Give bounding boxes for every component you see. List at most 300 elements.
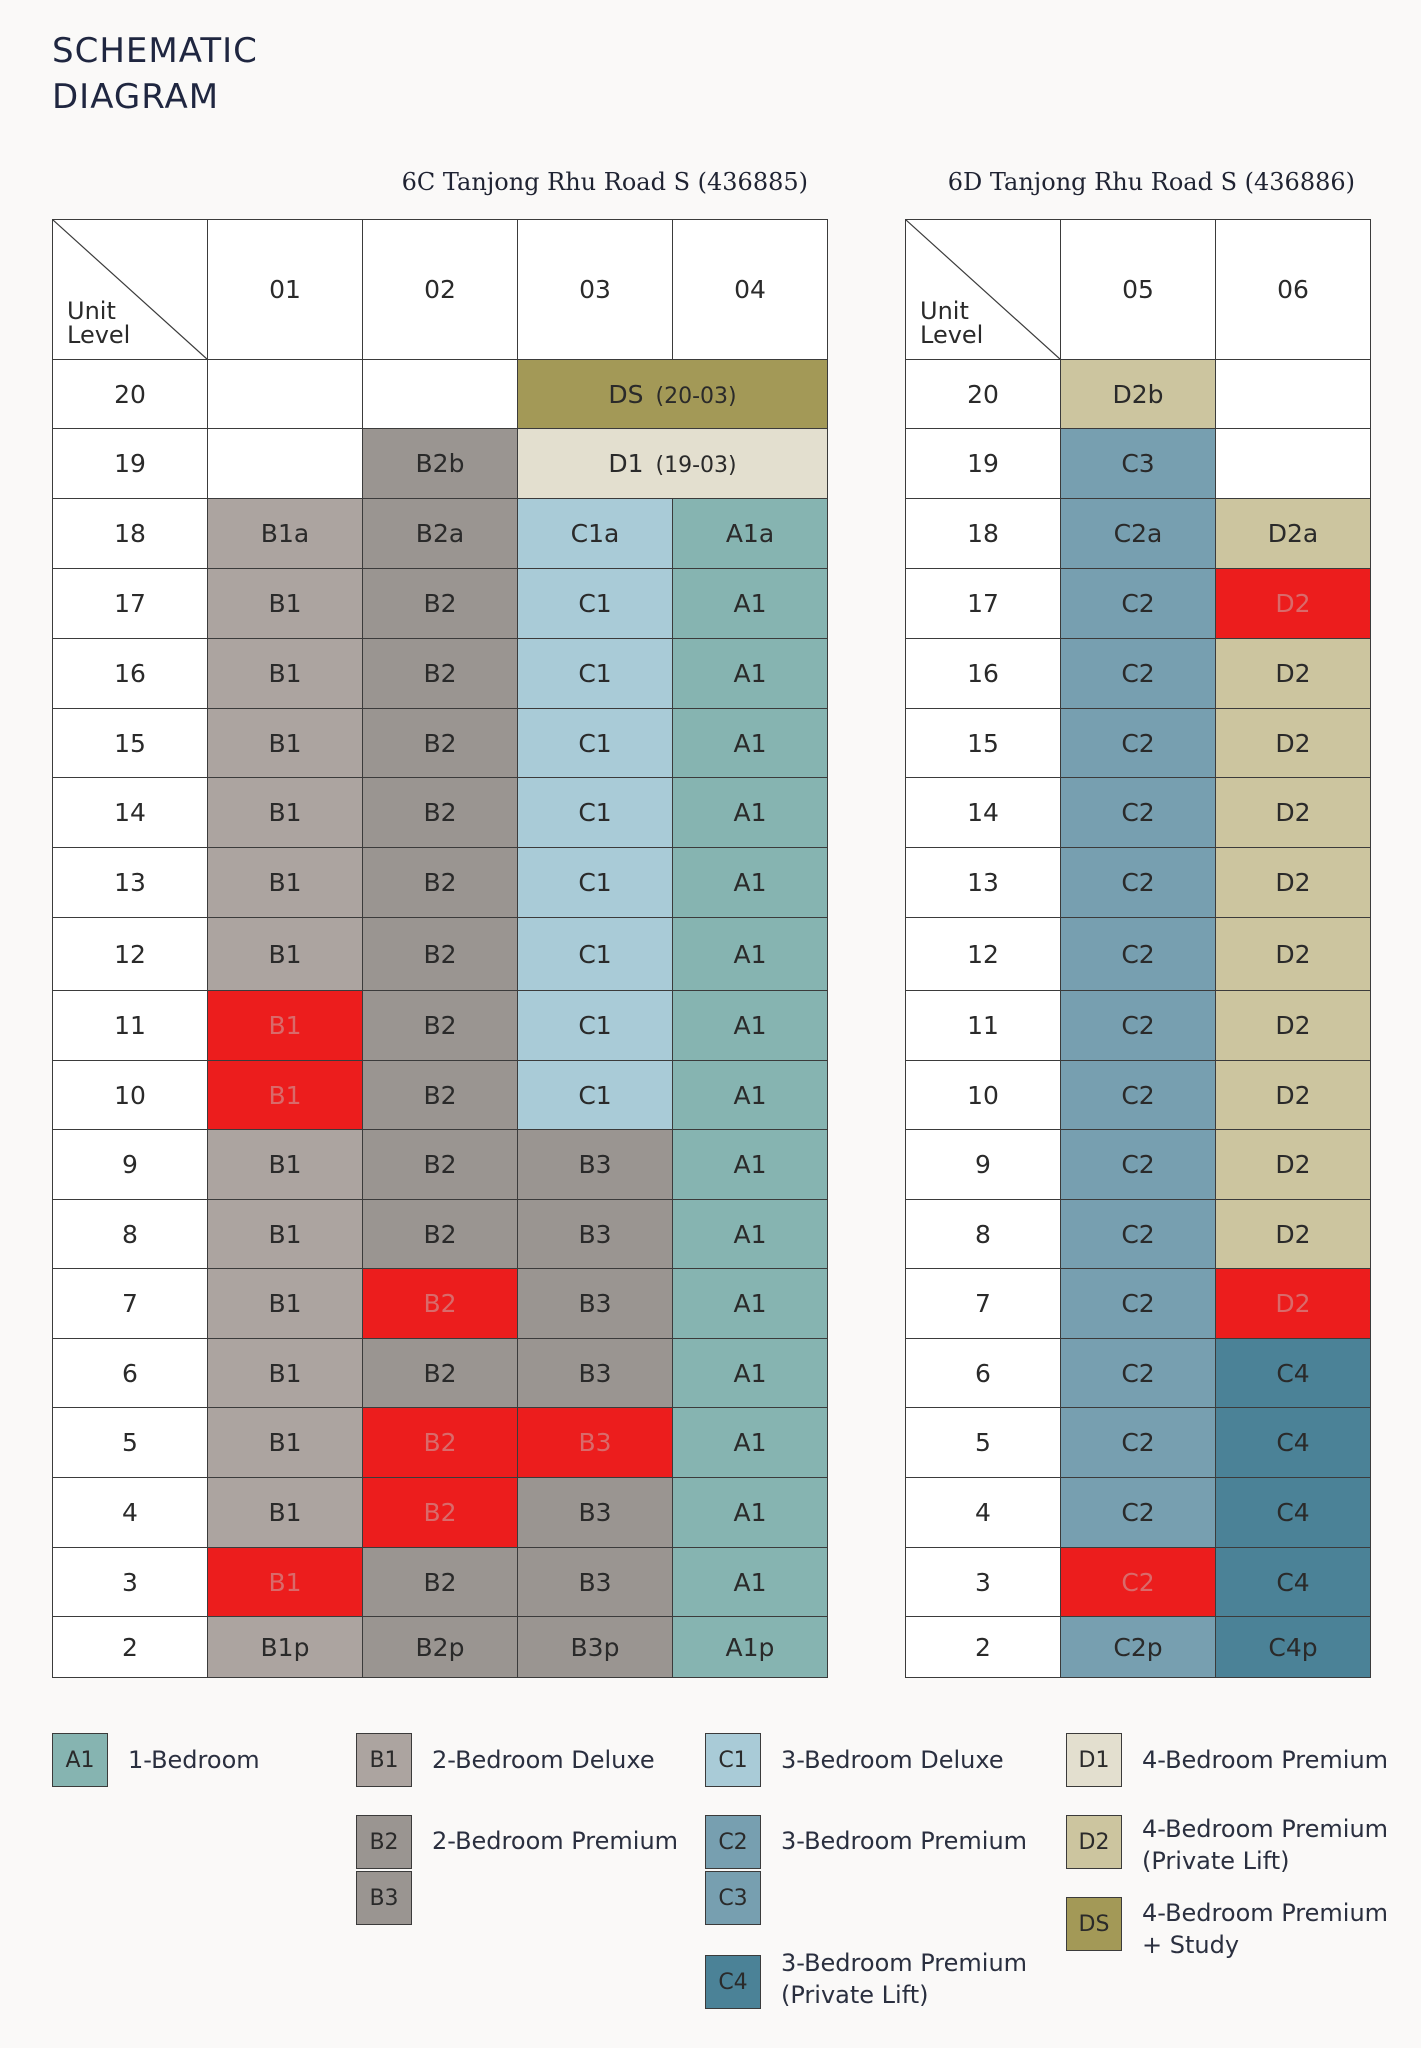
unit-level-corner [53, 220, 208, 360]
unit-cell [673, 991, 828, 1061]
legend-label: 3-Bedroom Deluxe [781, 1746, 1004, 1774]
unit-cell [1061, 918, 1216, 991]
legend-swatch: A1 [52, 1733, 108, 1787]
unit-type-code: B2 [423, 868, 457, 897]
unit-cell [1216, 918, 1371, 991]
legend-label: 3-Bedroom Premium [781, 1827, 1028, 1855]
level-number: 4 [53, 1478, 208, 1548]
unit-cell [518, 778, 673, 848]
level-number: 18 [53, 499, 208, 569]
unit-cell [363, 848, 518, 918]
unit-type-code: C4 [1276, 1428, 1310, 1457]
unit-cell [518, 1548, 673, 1617]
unit-cell [208, 1478, 363, 1548]
unit-cell [673, 499, 828, 569]
unit-type-code: D2 [1275, 1219, 1311, 1249]
unit-cell [1216, 1548, 1371, 1617]
unit-type-code: D2 [1275, 1011, 1311, 1040]
unit-cell [1216, 1478, 1371, 1548]
unit-type-code: A1 [733, 728, 767, 758]
legend-swatch: B1 [356, 1733, 412, 1787]
unit-type-code: A1p [725, 1632, 775, 1662]
unit-cell [1216, 1617, 1371, 1678]
unit-cell [1216, 709, 1371, 778]
level-number: 14 [53, 778, 208, 848]
unit-cell [518, 1061, 673, 1130]
level-row [53, 778, 828, 848]
level-row [53, 1269, 828, 1339]
unit-cell [518, 569, 673, 639]
unit-cell-sold [1216, 1269, 1371, 1339]
level-row [53, 499, 828, 569]
unit-type-code: C1 [578, 939, 612, 969]
unit-cell [518, 709, 673, 778]
level-row [53, 1408, 828, 1478]
unit-type-code: B1 [268, 1150, 302, 1179]
level-row [53, 360, 828, 429]
unit-cell [208, 709, 363, 778]
level-number: 9 [53, 1130, 208, 1200]
unit-type-code: A1 [733, 868, 767, 897]
unit-type-code: A1 [733, 1498, 767, 1527]
unit-type-code: B2 [423, 939, 457, 969]
unit-type-code: B3p [570, 1632, 620, 1662]
unit-type-code: D2 [1275, 659, 1311, 688]
level-row [906, 499, 1371, 569]
unit-cell [1061, 639, 1216, 709]
unit-cell [518, 991, 673, 1061]
level-row [906, 1269, 1371, 1339]
level-number: 10 [906, 1061, 1061, 1130]
level-number: 20 [906, 360, 1061, 429]
unit-type-code: B1 [268, 589, 302, 618]
level-row [53, 1339, 828, 1408]
unit-type-code: C4 [1276, 1358, 1310, 1388]
legend-swatch: DS [1066, 1897, 1122, 1951]
unit-cell [518, 1200, 673, 1269]
legend-label: + Study [1142, 1931, 1240, 1959]
unit-cell [673, 1617, 828, 1678]
level-number: 8 [53, 1200, 208, 1269]
unit-type-code: B1 [268, 1289, 302, 1318]
legend-swatch: C2 [705, 1815, 761, 1869]
empty-cell [208, 360, 363, 429]
level-number: 18 [906, 499, 1061, 569]
unit-type-code: C4 [1276, 1498, 1310, 1527]
level-number: 17 [906, 569, 1061, 639]
level-number: 3 [906, 1548, 1061, 1617]
unit-type-code: B2p [415, 1632, 465, 1662]
unit-cell [1061, 778, 1216, 848]
empty-cell [1216, 360, 1371, 429]
unit-type-code: B1 [268, 1219, 302, 1249]
title-line-1: SCHEMATIC [52, 31, 258, 71]
level-number: 5 [53, 1408, 208, 1478]
unit-type-code: D2 [1275, 589, 1311, 618]
unit-cell [1216, 1339, 1371, 1408]
unit-type-code: C1 [578, 1080, 612, 1110]
unit-type-code: B1 [268, 1358, 302, 1388]
level-number: 15 [53, 709, 208, 778]
unit-cell [1061, 709, 1216, 778]
level-number: 7 [53, 1269, 208, 1339]
unit-type-code: D1 [608, 449, 644, 478]
level-number: 19 [53, 429, 208, 499]
unit-type-code: C2 [1121, 1219, 1155, 1249]
unit-cell [208, 848, 363, 918]
level-row [906, 991, 1371, 1061]
unit-type-code: C4 [1276, 1567, 1310, 1597]
unit-type-code: D2 [1275, 1289, 1311, 1318]
unit-stack-number: (20-03) [655, 383, 737, 409]
unit-cell [1061, 1339, 1216, 1408]
level-row [906, 429, 1371, 499]
empty-cell [1216, 429, 1371, 499]
unit-cell [1061, 1200, 1216, 1269]
unit-cell [363, 1061, 518, 1130]
legend-swatch: C3 [705, 1871, 761, 1925]
unit-number-header: 01 [208, 220, 363, 360]
unit-cell [1216, 778, 1371, 848]
unit-type-code: A1 [733, 1428, 767, 1457]
unit-cell [208, 1269, 363, 1339]
unit-cell [1216, 499, 1371, 569]
unit-type-code: B2 [423, 589, 457, 618]
unit-type-code: B3 [578, 1219, 612, 1249]
unit-type-code: A1 [733, 1567, 767, 1597]
unit-type-code: B2 [423, 1080, 457, 1110]
level-row [906, 639, 1371, 709]
unit-type-code: C2p [1113, 1632, 1163, 1662]
unit-type-code: C2 [1121, 659, 1155, 688]
unit-type-code: B2 [423, 1498, 457, 1527]
legend-label: (Private Lift) [781, 1981, 929, 2009]
unit-type-code: C2 [1121, 1080, 1155, 1110]
level-number: 14 [906, 778, 1061, 848]
level-number: 13 [53, 848, 208, 918]
unit-type-code: D2 [1275, 939, 1311, 969]
unit-cell [363, 1200, 518, 1269]
level-number: 17 [53, 569, 208, 639]
unit-cell [673, 569, 828, 639]
unit-type-code: A1 [733, 1358, 767, 1388]
level-number: 15 [906, 709, 1061, 778]
unit-type-code: C2 [1121, 1011, 1155, 1040]
unit-cell [673, 709, 828, 778]
legend-label: 2-Bedroom Deluxe [432, 1746, 655, 1774]
unit-cell [1061, 848, 1216, 918]
level-number: 9 [906, 1130, 1061, 1200]
building-6d-label: 6D Tanjong Rhu Road S (436886) [947, 168, 1355, 196]
unit-cell [673, 1130, 828, 1200]
level-row [53, 639, 828, 709]
unit-number-header: 05 [1061, 220, 1216, 360]
unit-type-code: A1a [725, 519, 775, 548]
legend-label: 3-Bedroom Premium [781, 1949, 1028, 1977]
level-number: 10 [53, 1061, 208, 1130]
unit-cell [518, 429, 828, 499]
unit-type-code: B1 [268, 939, 302, 969]
unit-cell-sold [363, 1269, 518, 1339]
unit-cell [518, 639, 673, 709]
level-row [906, 778, 1371, 848]
unit-type-code: A1 [733, 798, 767, 827]
building-6c-schedule-table [52, 219, 828, 1678]
unit-cell-sold [208, 1061, 363, 1130]
unit-type-code: D2 [1275, 868, 1311, 897]
unit-cell [1216, 1061, 1371, 1130]
unit-number-header: 02 [363, 220, 518, 360]
unit-cell [1061, 1408, 1216, 1478]
level-number: 5 [906, 1408, 1061, 1478]
unit-type-code: C1 [578, 728, 612, 758]
level-number: 2 [53, 1617, 208, 1678]
level-number: 19 [906, 429, 1061, 499]
unit-cell [518, 1130, 673, 1200]
unit-cell [1061, 1061, 1216, 1130]
unit-type-code: C1 [578, 868, 612, 897]
unit-cell [1216, 1130, 1371, 1200]
level-row [53, 1200, 828, 1269]
unit-type-code: B2 [423, 1219, 457, 1249]
level-number: 12 [906, 918, 1061, 991]
unit-type-code: B2 [423, 659, 457, 688]
unit-cell [673, 1200, 828, 1269]
level-row [906, 1617, 1371, 1678]
unit-type-code: D2a [1267, 519, 1319, 548]
unit-cell [1216, 1408, 1371, 1478]
unit-type-code: C2 [1121, 728, 1155, 758]
unit-level-corner [906, 220, 1061, 360]
unit-type-code: C4p [1268, 1632, 1318, 1662]
level-number: 11 [906, 991, 1061, 1061]
unit-cell-sold [208, 991, 363, 1061]
legend-label: 4-Bedroom Premium [1142, 1899, 1389, 1927]
unit-type-code: C2 [1121, 1567, 1155, 1597]
level-number: 16 [906, 639, 1061, 709]
unit-cell-sold [1061, 1548, 1216, 1617]
level-number: 2 [906, 1617, 1061, 1678]
unit-header-row [53, 220, 828, 360]
unit-type-code: A1 [733, 939, 767, 969]
legend-label: 2-Bedroom Premium [432, 1827, 679, 1855]
level-row [906, 1478, 1371, 1548]
legend-label: 1-Bedroom [128, 1746, 260, 1774]
unit-cell [208, 499, 363, 569]
unit-cell [1216, 639, 1371, 709]
level-row [53, 1130, 828, 1200]
level-row [53, 1478, 828, 1548]
title-line-2: DIAGRAM [52, 77, 220, 117]
level-row [906, 1339, 1371, 1408]
unit-cell [1061, 991, 1216, 1061]
unit-cell [1061, 1478, 1216, 1548]
level-number: 8 [906, 1200, 1061, 1269]
unit-number-header: 03 [518, 220, 673, 360]
corner-unit-label: Unit [920, 297, 969, 325]
level-row [906, 848, 1371, 918]
level-row [53, 709, 828, 778]
unit-type-code: C1 [578, 1011, 612, 1040]
unit-type-code: B1 [268, 1428, 302, 1457]
legend-swatch: C1 [705, 1733, 761, 1787]
unit-type-code: B3 [578, 1150, 612, 1179]
unit-cell [518, 360, 828, 429]
unit-cell [363, 499, 518, 569]
level-row [906, 569, 1371, 639]
unit-number-header: 06 [1216, 220, 1371, 360]
unit-cell [1061, 1617, 1216, 1678]
unit-cell [1216, 1200, 1371, 1269]
level-row [906, 918, 1371, 991]
unit-type-code: B1 [268, 868, 302, 897]
unit-cell [363, 1548, 518, 1617]
corner-label [920, 299, 983, 347]
level-number: 13 [906, 848, 1061, 918]
unit-type-code: B3 [578, 1289, 612, 1318]
unit-type-code: A1 [733, 1150, 767, 1179]
unit-type-code: B2 [423, 1011, 457, 1040]
unit-cell [673, 1408, 828, 1478]
unit-cell [673, 848, 828, 918]
unit-type-code: B1 [268, 659, 302, 688]
unit-type-code: C2 [1121, 1289, 1155, 1318]
unit-cell [363, 1339, 518, 1408]
unit-cell [208, 569, 363, 639]
unit-cell [673, 1269, 828, 1339]
unit-type-code: C2a [1113, 519, 1163, 548]
unit-type-code: A1 [733, 1080, 767, 1110]
unit-type-code: B1 [268, 1011, 302, 1040]
unit-type-code: B1 [268, 728, 302, 758]
unit-type-code: B3 [578, 1498, 612, 1527]
unit-type-code: D2 [1275, 798, 1311, 827]
unit-cell [518, 848, 673, 918]
corner-level-label: Level [920, 321, 984, 349]
unit-type-code: B3 [578, 1358, 612, 1388]
level-row [906, 1130, 1371, 1200]
unit-cell [363, 991, 518, 1061]
corner-label [67, 299, 130, 347]
unit-type-code: C1 [578, 798, 612, 827]
unit-type-code: C2 [1121, 1498, 1155, 1527]
unit-type-code: B1 [268, 1567, 302, 1597]
unit-cell [1061, 499, 1216, 569]
unit-type-code: D2b [1112, 379, 1164, 409]
level-row [906, 709, 1371, 778]
unit-type-code: B2a [415, 519, 465, 548]
level-number: 6 [53, 1339, 208, 1408]
legend-swatch: B2 [356, 1815, 412, 1869]
unit-cell [363, 918, 518, 991]
unit-cell [208, 918, 363, 991]
unit-type-code: B3 [578, 1428, 612, 1457]
legend-swatch: D2 [1066, 1815, 1122, 1869]
level-row [906, 1200, 1371, 1269]
level-number: 11 [53, 991, 208, 1061]
unit-cell [518, 499, 673, 569]
page-title [52, 28, 258, 120]
unit-type-code: B2 [423, 1567, 457, 1597]
unit-cell [208, 1617, 363, 1678]
unit-cell [1061, 429, 1216, 499]
unit-type-code: DS [608, 379, 644, 409]
empty-cell [363, 360, 518, 429]
unit-cell [208, 1408, 363, 1478]
unit-type-code: B3 [578, 1567, 612, 1597]
unit-cell [518, 1269, 673, 1339]
unit-type-code: D2 [1275, 1080, 1311, 1110]
level-row [53, 991, 828, 1061]
legend-label: 4-Bedroom Premium [1142, 1746, 1389, 1774]
unit-type-code: C3 [1121, 449, 1155, 478]
unit-cell [208, 639, 363, 709]
unit-cell [363, 569, 518, 639]
legend-swatch: B3 [356, 1871, 412, 1925]
unit-cell-sold [363, 1408, 518, 1478]
legend-label: 4-Bedroom Premium [1142, 1815, 1389, 1843]
unit-type-code: C2 [1121, 1428, 1155, 1457]
unit-stack-number: (19-03) [655, 453, 737, 478]
legend-swatch: C4 [705, 1955, 761, 2009]
unit-cell [673, 1339, 828, 1408]
level-row [906, 1061, 1371, 1130]
unit-type-code: D2 [1275, 1150, 1311, 1179]
unit-type-code: B2 [423, 1150, 457, 1179]
unit-cell [1061, 1269, 1216, 1339]
unit-cell [1061, 569, 1216, 639]
unit-cell [673, 1061, 828, 1130]
unit-cell [208, 1339, 363, 1408]
unit-cell [363, 778, 518, 848]
unit-cell [673, 778, 828, 848]
unit-type-code: A1 [733, 1289, 767, 1318]
unit-cell [518, 1478, 673, 1548]
level-row [53, 1061, 828, 1130]
unit-type-code: D2 [1275, 728, 1311, 758]
corner-level-label: Level [67, 321, 131, 349]
unit-cell [363, 1617, 518, 1678]
unit-type-code: C1 [578, 659, 612, 688]
level-row [906, 1548, 1371, 1617]
unit-type-code: B2 [423, 728, 457, 758]
unit-cell [208, 1130, 363, 1200]
unit-cell [518, 1339, 673, 1408]
level-number: 12 [53, 918, 208, 991]
unit-type-code: B2 [423, 1358, 457, 1388]
unit-cell-sold [363, 1478, 518, 1548]
unit-type-code: B1p [260, 1632, 310, 1662]
level-row [53, 848, 828, 918]
level-number: 16 [53, 639, 208, 709]
unit-cell [363, 639, 518, 709]
unit-type-code: A1 [733, 1011, 767, 1040]
unit-cell [1216, 991, 1371, 1061]
unit-type-code: B2 [423, 1428, 457, 1457]
unit-type-code: C2 [1121, 939, 1155, 969]
building-6d-schedule-table [905, 219, 1371, 1678]
level-row [53, 918, 828, 991]
unit-type-code: B2 [423, 1289, 457, 1318]
level-number: 7 [906, 1269, 1061, 1339]
unit-type-code: C2 [1121, 798, 1155, 827]
unit-type-code: B1a [260, 519, 310, 548]
unit-header-row [906, 220, 1371, 360]
unit-type-code: B1 [268, 798, 302, 827]
level-row [53, 429, 828, 499]
legend-label: (Private Lift) [1142, 1847, 1290, 1875]
unit-cell [208, 778, 363, 848]
